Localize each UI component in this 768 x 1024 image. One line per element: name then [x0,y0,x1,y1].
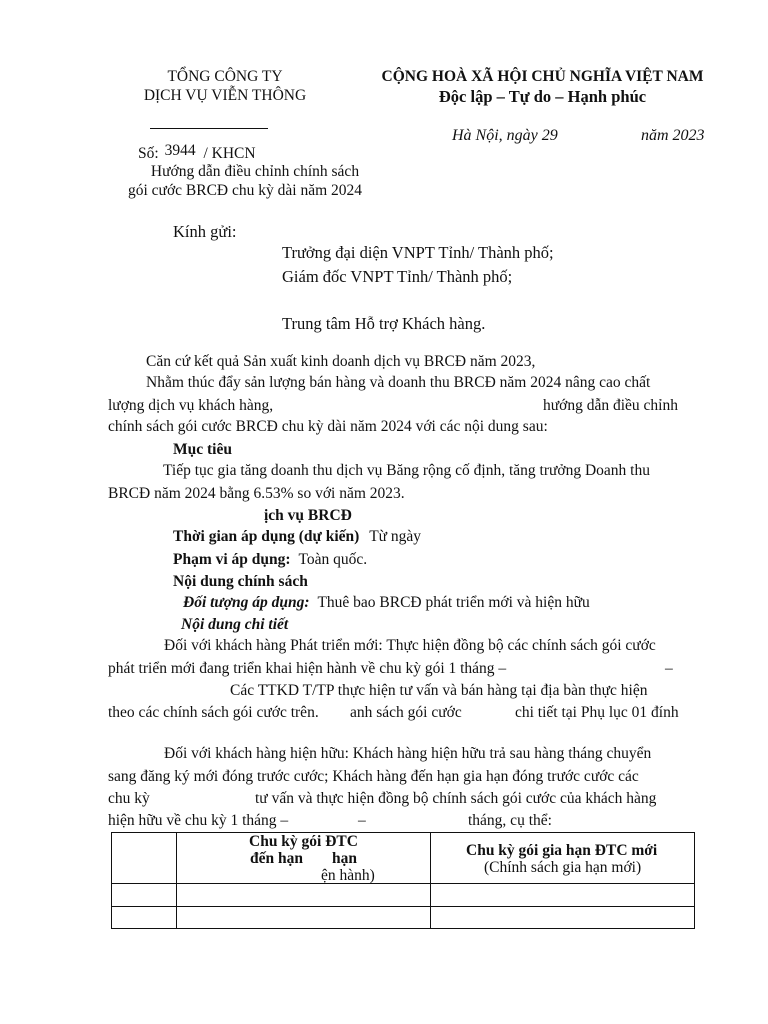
body-p5-line2: sang đăng ký mới đóng trước cước; Khách hàng đến hạn gia hạn đóng trước cước các [108,768,639,785]
body-p4-line1: Đối với khách hàng Phát triển mới: Thực hiện đồng bộ các chính sách gói cước [164,637,656,654]
document-number [138,142,256,163]
body-p4-line4c: chi tiết tại Phụ lục 01 đính [515,704,679,721]
left-header-rule [150,128,268,129]
body-p1: Căn cứ kết quả Sản xuất kinh doanh dịch vụ BRCĐ năm 2023, [146,353,536,370]
body-p5-line1: Đối với khách hàng hiện hữu: Khách hàng hiện hữu trả sau hàng tháng chuyển [164,745,652,762]
body-p2-line3: chính sách gói cước BRCĐ chu kỳ dài năm 2024 với các nội dung sau: [108,418,548,435]
table-border-left [111,832,112,929]
policy-table [111,832,695,929]
recipient-1: Trưởng đại diện VNPT Tỉnh/ Thành phố; [282,243,554,262]
so-number: 3944 [164,142,196,159]
body-p5-line3b: tư vấn và thực hiện đồng bộ chính sách gói cước của khách hàng [255,790,657,807]
table-border-right [694,832,695,929]
table-col-divider-1 [176,832,177,929]
date-place: Hà Nội, ngày 29 [452,127,558,144]
body-p5-line4a: hiện hữu về chu kỳ 1 tháng – [108,812,289,829]
recipient-2: Giám đốc VNPT Tỉnh/ Thành phố; [282,267,513,286]
table-border-bottom [111,928,695,929]
body-p3-line2: BRCĐ năm 2024 bằng 6.53% so với năm 2023. [108,485,405,502]
pham-vi-label: Phạm vi áp dụng: [173,551,291,568]
pham-vi-value: Toàn quốc. [298,551,368,568]
national-motto: Độc lập – Tự do – Hạnh phúc [438,87,647,106]
pham-vi-row [173,551,367,569]
heading-noi-dung-chi-tiet: Nội dung chi tiết [181,616,289,633]
body-p5-line4c: tháng, cụ thể: [468,812,552,829]
body-p2-line2a: lượng dịch vụ khách hàng, [108,397,274,414]
national-title: CỘNG HOÀ XÃ HỘI CHỦ NGHĨA VIỆT NAM [381,68,704,85]
body-p4-line3: Các TTKD T/TP thực hiện tư vấn và bán hàng tại địa bàn thực hiện [230,682,648,699]
body-p2-line1: Nhằm thúc đẩy sản lượng bán hàng và doanh thu BRCĐ năm 2024 nâng cao chất [146,374,651,391]
body-p3-line1: Tiếp tục gia tăng doanh thu dịch vụ Băng rộng cố định, tăng trưởng Doanh thu [163,462,650,479]
subject-line2: gói cước BRCĐ chu kỳ dài năm 2024 [128,182,362,199]
doi-tuong-row [183,594,590,612]
table-header-col3-line2: (Chính sách gia hạn mới) [484,859,642,876]
company-name-line1: TỔNG CÔNG TY [167,68,283,85]
heading-noi-dung-chinh-sach: Nội dung chính sách [173,573,308,590]
doi-tuong-value: Thuê bao BRCĐ phát triển mới và hiện hữu [317,594,590,611]
so-suffix: / KHCN [203,145,256,162]
doi-tuong-label: Đối tượng áp dụng: [183,594,310,611]
body-p4-line4b: anh sách gói cước [350,704,462,721]
thoi-gian-row [173,528,421,546]
table-row-divider-2 [111,906,695,907]
body-p4-line2-dash: – [665,660,673,677]
heading-muc-tieu: Mục tiêu [173,441,232,458]
body-p4-line2: phát triển mới đang triển khai hiện hành về chu kỳ gói 1 tháng – [108,660,507,677]
table-header-col2-line1: Chu kỳ gói ĐTC [249,833,358,850]
table-header-col2-line3: ện hành) [321,867,375,884]
table-border-top [111,832,695,833]
date-year: năm 2023 [641,127,705,144]
body-p4-line4a: theo các chính sách gói cước trên. [108,704,319,721]
body-p2-line2b: hướng dẫn điều chỉnh [543,397,678,414]
table-header-col2-line2b: hạn [332,850,357,867]
company-name-line2: DỊCH VỤ VIỄN THÔNG [143,87,307,104]
table-row-divider-1 [111,883,695,884]
table-header-col3-line1: Chu kỳ gói gia hạn ĐTC mới [466,842,658,859]
kinh-gui-label: Kính gửi: [173,222,237,241]
body-p5-line3a: chu kỳ [108,790,150,807]
table-col-divider-2 [430,832,431,929]
so-prefix: Số: [138,145,159,162]
heading-dich-vu: ịch vụ BRCĐ [264,507,352,524]
thoi-gian-label: Thời gian áp dụng (dự kiến) [173,528,360,545]
table-header-col2-line2a: đến hạn [250,850,303,867]
thoi-gian-value: Từ ngày [369,528,422,545]
recipient-3: Trung tâm Hỗ trợ Khách hàng. [282,314,486,333]
body-p5-line4b: – [358,812,366,829]
subject-line1: Hướng dẫn điều chỉnh chính sách [150,163,360,180]
